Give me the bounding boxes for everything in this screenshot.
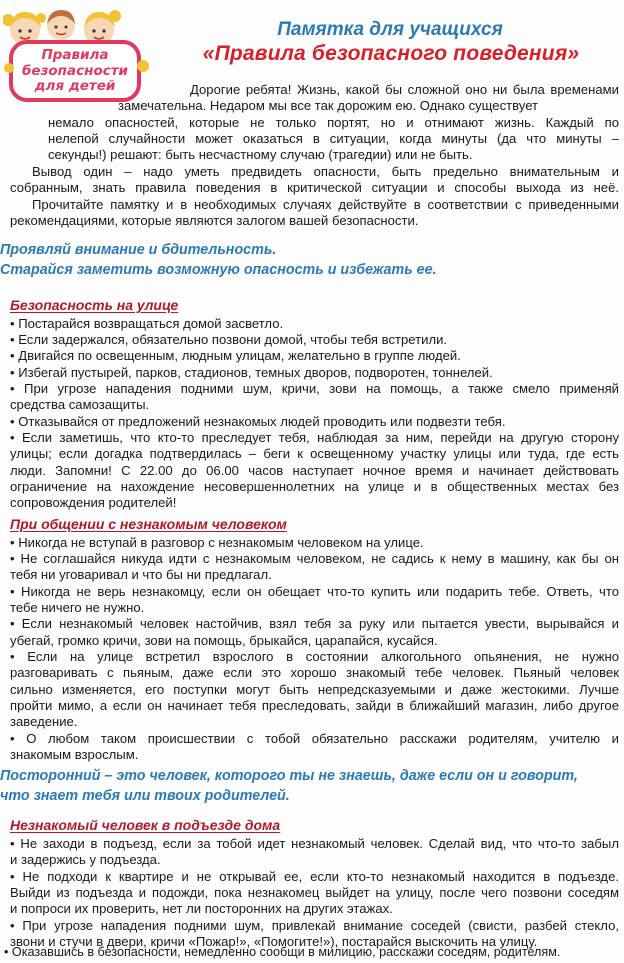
intro-line: Вывод один – надо уметь предвидеть опасности, быть предельно внимательным и: [32, 164, 619, 179]
list-item: • Никогда не верь незнакомцу, если он обещает что-то купить или подарить тебе. Ответь, что: [10, 584, 619, 599]
section-title-entrance: Незнакомый человек в подъезде дома: [10, 817, 281, 833]
list-item: • Если на улице встретил взрослого в состоянии алкогольного опьянения, не нужно: [10, 649, 619, 664]
list-item: • Избегай пустырей, парков, стадионов, темных дворов, подворотен, тоннелей.: [10, 365, 493, 380]
slogan-2-line: что знает тебя или твоих родителей.: [0, 788, 290, 804]
logo-text: Правила безопасности для детей: [21, 47, 129, 94]
list-item: • Двигайся по освещенным, людным улицам, желательно в группе людей.: [10, 348, 461, 363]
list-item: • Постарайся возвращаться домой засветло.: [10, 316, 284, 331]
list-item: тебя ни уговаривал и что бы ни предлагал.: [10, 567, 272, 582]
slogan-1-line: Проявляй внимание и бдительность.: [0, 242, 277, 258]
intro-line: замечательна. Недаром мы все так дорожим ею. Однако существует: [118, 98, 539, 113]
list-item: • Если заметишь, что кто-то преследует тебя, наблюдая за ним, перейди на другую сторону: [10, 430, 619, 445]
list-item: и попроси их проверить, нет ли посторонних на других этажах.: [10, 901, 393, 916]
list-item: • Не заходи в подъезд, если за тобой идет незнакомый человек. Сделай вид, что что-то забыл: [10, 836, 619, 851]
intro-line: нелепой случайности может оказаться в ситуации, когда минуты (да что минуты –: [48, 131, 619, 146]
intro-line: немало опасностей, которые не только портят, но и отнимают жизнь. Каждый по: [48, 115, 619, 130]
list-item: • Никогда не вступай в разговор с незнакомым человеком на улице.: [10, 535, 424, 550]
list-item: заведение.: [10, 714, 78, 729]
page-title: Памятка для учащихся: [277, 19, 503, 40]
list-item: • Если задержался, обязательно позвони домой, чтобы тебя встретили.: [10, 332, 448, 347]
section-title-street: Безопасность на улице: [10, 297, 179, 313]
list-item: люди. Запомни! С 22.00 до 06.00 часов наступает ночное время и начинает действовать: [10, 463, 619, 478]
list-item: Выйди из подъезда и подожди, пока незнакомец выйдет на улицу, после чего позвони соседям: [10, 885, 619, 900]
intro-line: рекомендациями, которые являются залогом вашей безопасности.: [10, 213, 419, 228]
list-item: • Не подходи к квартире и не открывай ее, если кто-то незнакомый находится в подъезде.: [10, 869, 619, 884]
slogan-2-line: Посторонний – это человек, которого ты не знаешь, даже если он и говорит,: [0, 768, 578, 784]
list-item: знакомым взрослым.: [10, 747, 139, 762]
intro-line: Прочитайте памятку и в необходимых случаях действуйте в соответствии с приведенными: [32, 197, 619, 212]
slogan-1-line: Старайся заметить возможную опасность и избежать ее.: [0, 262, 437, 278]
intro-line: секунды!) решают: быть несчастному случаю (трагедии) или не быть.: [48, 147, 473, 162]
list-item: и задержись у подъезда.: [10, 852, 161, 867]
list-item: • При угрозе нападения подними шум, кричи, зови на помощь, а также смело применяй: [10, 381, 619, 396]
list-item: сильно изменяется, его поступки могут быть непредсказуемыми и даже жестокими. Лучше: [10, 682, 619, 697]
logo: [3, 6, 151, 110]
page-subtitle: «Правила безопасного поведения»: [202, 42, 580, 65]
intro-line: собранным, знать правила поведения в критической ситуации и способы выхода из неё.: [10, 180, 619, 195]
list-item: • Если незнакомый человек настойчив, взял тебя за руку или пытается увести, вырывайся и: [10, 616, 619, 631]
section-title-stranger: При общении с незнакомым человеком: [10, 516, 287, 532]
list-item: • Оказавшись в безопасности, немедленно сообщи в милицию, расскажи соседям, родителям.: [4, 945, 561, 959]
list-item: разговаривать с пьяным, даже если это хорошо знакомый тебе человек. Пьяный человек: [10, 665, 619, 680]
list-item: звони и стучи в двери, кричи «Пожар!», «Помогите!»), постарайся выскочить на улицу.: [10, 934, 538, 949]
list-item: пройти мимо, а если он начинает тебя преследовать, зайди в ближайший магазин, либо другое: [10, 698, 619, 713]
list-item: средства самозащиты.: [10, 397, 150, 412]
list-item: тебе ничего не нужно.: [10, 600, 145, 615]
list-item: • Отказывайся от предложений незнакомых людей проводить или подвезти тебя.: [10, 414, 506, 429]
list-item: сопровождения родителей!: [10, 495, 177, 510]
list-item: • При угрозе нападения подними шум, привлекай внимание соседей (свисти, разбей стекло,: [10, 918, 619, 933]
list-item: ограничение на нахождение несовершеннолетних на улице и в общественных местах без: [10, 479, 619, 494]
list-item: • О любом таком происшествии с тобой обязательно расскажи родителям, учителю и: [10, 731, 619, 746]
intro-line: Дорогие ребята! Жизнь, какой бы сложной оно ни была временами: [190, 82, 619, 97]
list-item: улицы; если догадка подтвердилась – беги к освещенному участку улицы или туда, где есть: [10, 446, 619, 461]
list-item: убегай, громко кричи, зови на помощь, брыкайся, царапайся, кусайся.: [10, 633, 438, 648]
list-item: • Не соглашайся никуда идти с незнакомым человеком, не садись к нему в машину, как бы он: [10, 551, 619, 566]
